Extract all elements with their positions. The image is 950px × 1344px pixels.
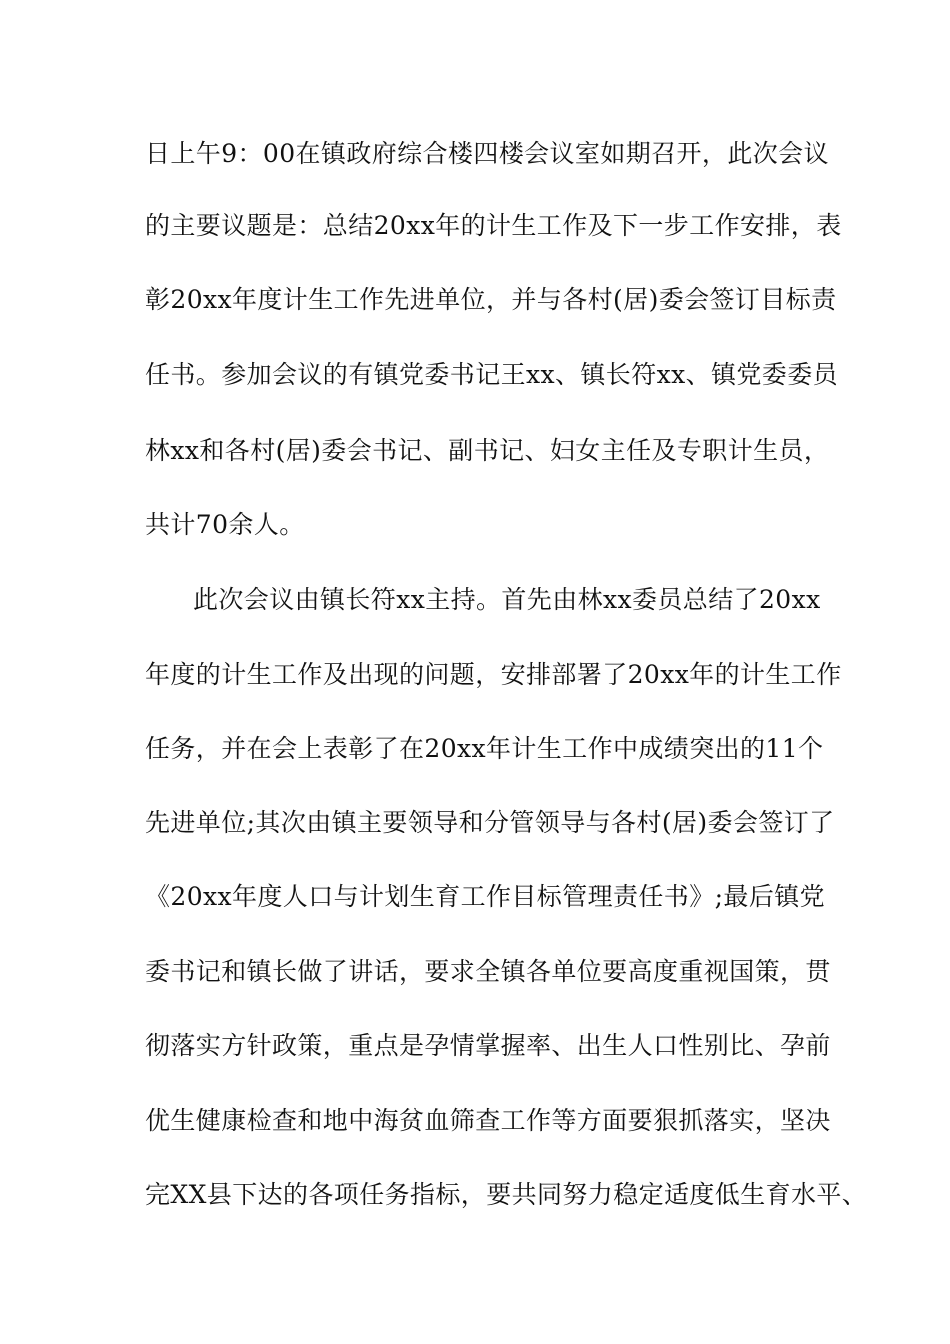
text-line: 的主要议题是：总结20xx年的计生工作及下一步工作安排，表: [145, 211, 842, 240]
text-line: 日上午9：00在镇政府综合楼四楼会议室如期召开，此次会议: [145, 139, 829, 168]
text-line: 此次会议由镇长符xx主持。首先由林xx委员总结了20xx: [193, 585, 821, 614]
text-line: 任书。参加会议的有镇党委书记王xx、镇长符xx、镇党委委员: [145, 360, 838, 389]
text-line: 共计70余人。: [145, 510, 305, 539]
text-line: 《20xx年度人口与计划生育工作目标管理责任书》;最后镇党: [145, 882, 826, 911]
text-line: 优生健康检查和地中海贫血筛查工作等方面要狠抓落实，坚决: [145, 1106, 831, 1135]
text-line: 委书记和镇长做了讲话，要求全镇各单位要高度重视国策，贯: [145, 957, 831, 986]
text-line: 林xx和各村(居)委会书记、副书记、妇女主任及专职计生员，: [145, 436, 830, 465]
text-line: 彻落实方针政策，重点是孕情掌握率、出生人口性别比、孕前: [145, 1031, 831, 1060]
text-line: 完XX县下达的各项任务指标，要共同努力稳定适度低生育水平、: [145, 1180, 868, 1209]
text-line: 年度的计生工作及出现的问题，安排部署了20xx年的计生工作: [145, 660, 842, 689]
text-line: 先进单位;其次由镇主要领导和分管领导与各村(居)委会签订了: [145, 808, 835, 837]
text-line: 彰20xx年度计生工作先进单位，并与各村(居)委会签订目标责: [145, 285, 837, 314]
text-line: 任务，并在会上表彰了在20xx年计生工作中成绩突出的11个: [145, 734, 824, 763]
